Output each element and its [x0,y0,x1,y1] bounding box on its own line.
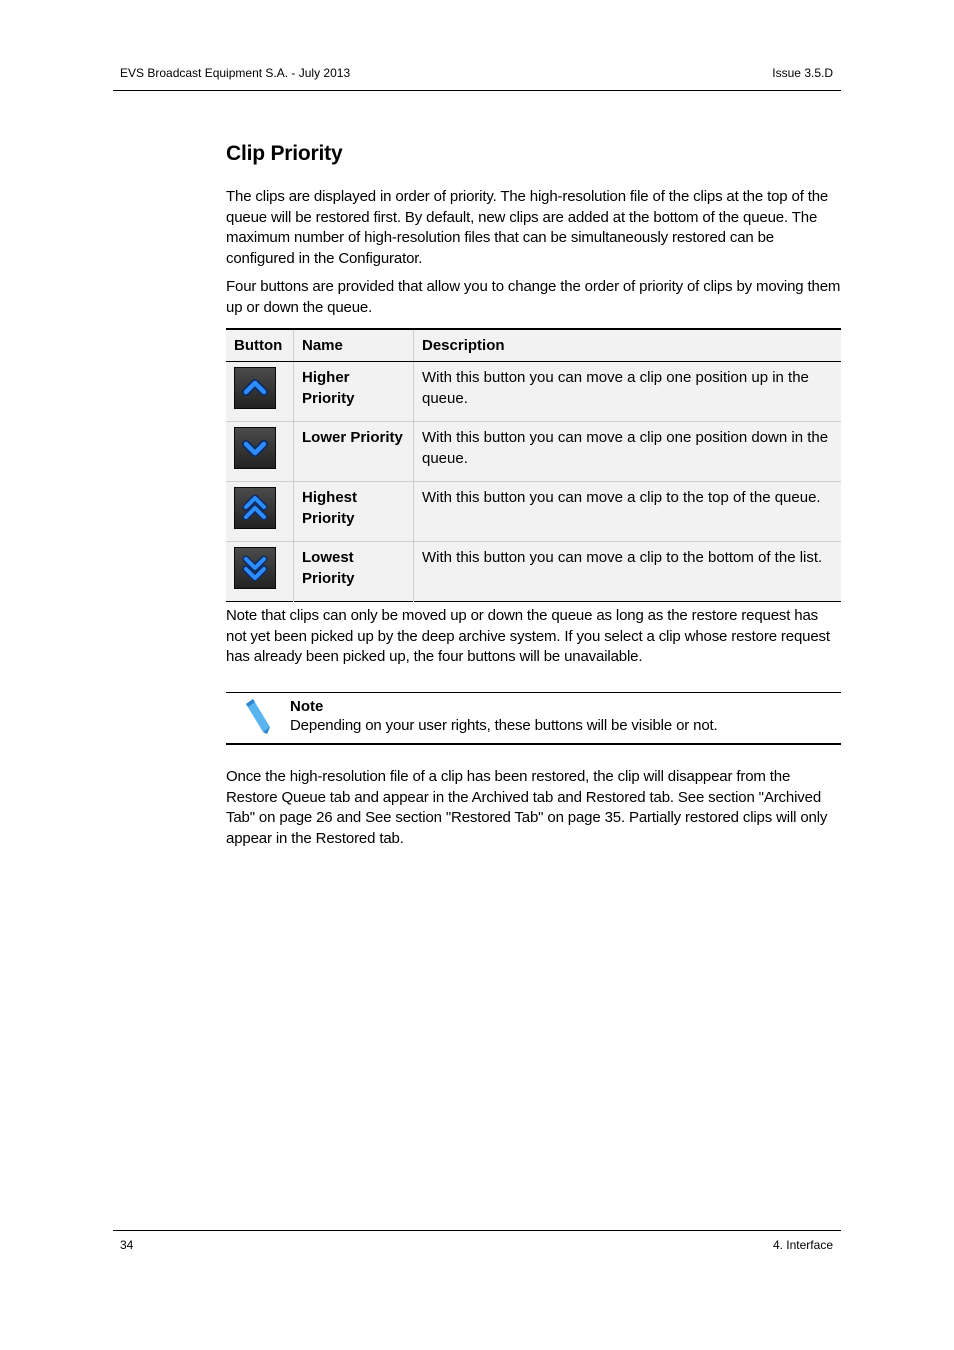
chevron-down-icon [240,433,270,463]
column-header-name: Name [294,329,414,362]
table-row [226,482,841,542]
buttons-paragraph: Four buttons are provided that allow you to change the order of priority of clips by moving them up or down the queue. [226,278,841,316]
header-rule [113,90,841,91]
header-issue: Issue 3.5.D [772,66,833,80]
header-publisher: EVS Broadcast Equipment S.A. - July 2013 [120,66,351,80]
note-bottom-rule [226,743,841,745]
note-top-rule [226,692,841,693]
row-name: Lowest Priority [294,542,414,602]
priority-buttons-table [226,328,841,602]
row-description: With this button you can move a clip one position up in the queue. [414,362,842,422]
table-header-row [226,329,841,362]
footer-chapter: 4. Interface [772,1238,833,1252]
double-chevron-up-icon [240,493,270,523]
chevron-up-icon [240,373,270,403]
note-text: Depending on your user rights, these buttons will be visible or not. [290,717,718,734]
lowest-priority-button [234,547,276,589]
page-number: 34 [120,1238,134,1252]
row-name: Higher Priority [294,362,414,422]
highest-priority-button [234,487,276,529]
row-description: With this button you can move a clip to the bottom of the list. [414,542,842,602]
availability-paragraph: Note that clips can only be moved up or down the queue as long as the restore request has not yet been picked up by the deep archive system. If you select a clip whose restore request has already been picked up, the four buttons will be unavailable. [226,607,830,665]
column-header-description: Description [414,329,842,362]
intro-paragraph: The clips are displayed in order of priority. The high-resolution file of the clips at the top of the queue will be restored first. By default, new clips are added at the bottom of the queue. The maximum number of high-resolution files that can be simultaneously restored can be configured in the Configurator. [226,188,829,267]
lower-priority-button [234,427,276,469]
row-description: With this button you can move a clip to the top of the queue. [414,482,842,542]
table-row [226,422,841,482]
closing-paragraph: Once the high-resolution file of a clip has been restored, the clip will disappear from the Restore Queue tab and appear in the Archived tab and Restored tab. See section "Archived Tab" on page 26 and See section "Restored Tab" on page 35. Partially restored clips will only appear in the Restored tab. [226,768,828,847]
row-name: Highest Priority [294,482,414,542]
column-header-button: Button [226,329,294,362]
higher-priority-button [234,367,276,409]
row-name: Lower Priority [294,422,414,482]
section-title: Clip Priority [226,142,343,165]
table-row [226,362,841,422]
row-description: With this button you can move a clip one position down in the queue. [414,422,842,482]
footer-rule [113,1230,841,1231]
table-row [226,542,841,602]
pencil-icon [242,697,276,742]
double-chevron-down-icon [240,553,270,583]
note-title: Note [290,698,324,715]
